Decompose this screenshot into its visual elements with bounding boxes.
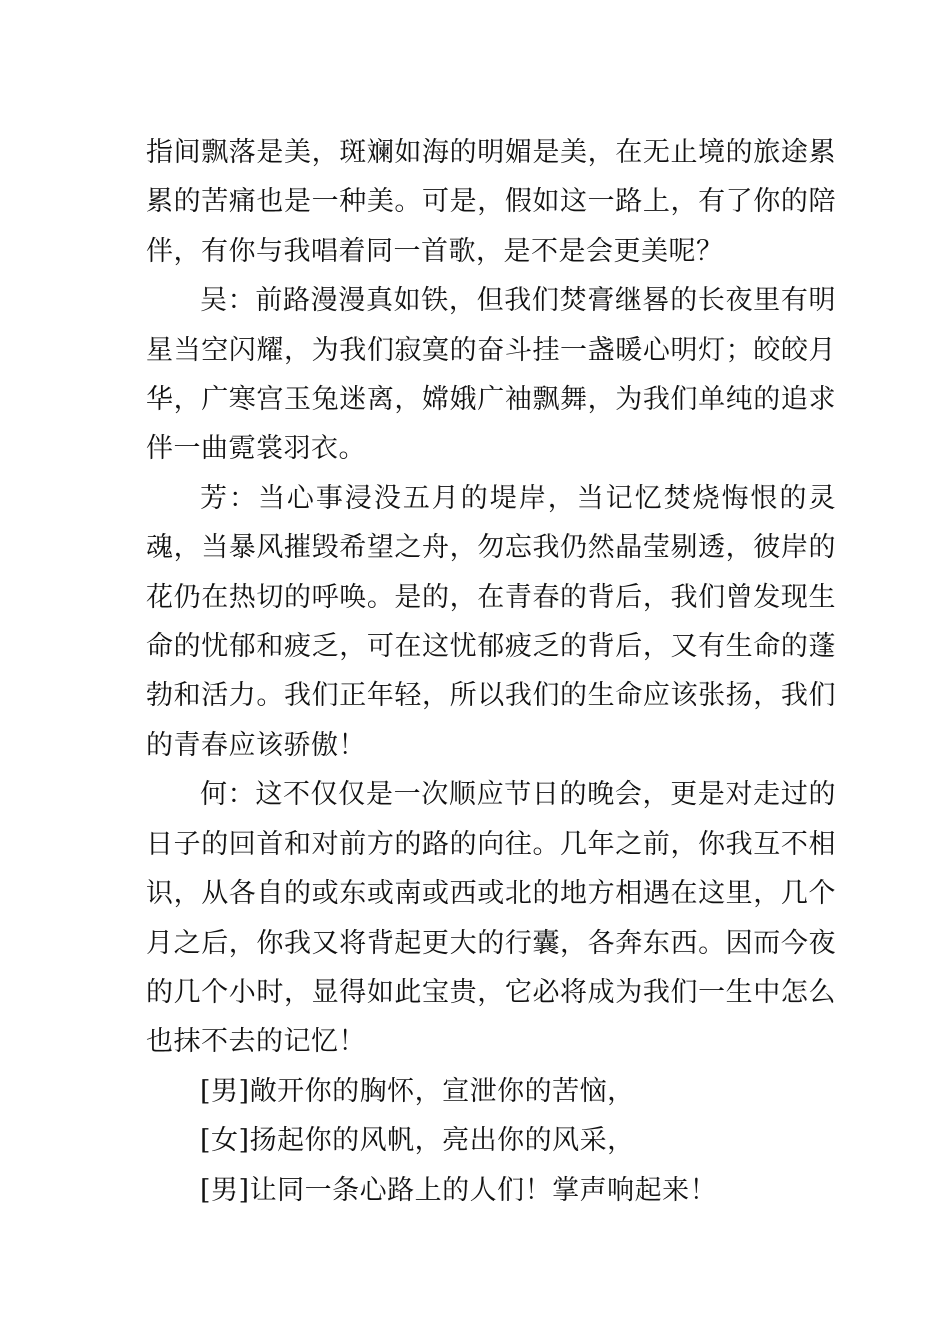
document-body [146,128,836,1215]
paragraph-wu: 吴：前路漫漫真如铁，但我们焚膏继晷的长夜里有明星当空闪耀，为我们寂寞的奋斗挂一盏暖心明灯；皎皎月华，广寒宫玉兔迷离，嫦娥广袖飘舞，为我们单纯的追求伴一曲霓裳羽衣。 [146,285,836,465]
paragraph-he: 何：这不仅仅是一次顺应节日的晚会，更是对走过的日子的回首和对前方的路的向往。几年之前，你我互不相识，从各自的或东或南或西或北的地方相遇在这里，几个月之后，你我又将背起更大的行囊，各奔东西。因而今夜的几个小时，显得如此宝贵，它必将成为我们一生中怎么也抹不去的记忆！ [146,779,836,1058]
paragraph-continuation: 指间飘落是美，斑斓如海的明媚是美，在无止境的旅途累累的苦痛也是一种美。可是，假如这一路上，有了你的陪伴，有你与我唱着同一首歌，是不是会更美呢？ [146,137,836,267]
line-male-2: [男]让同一条心路上的人们！掌声响起来！ [200,1174,718,1206]
paragraph-fang: 芳：当心事浸没五月的堤岸，当记忆焚烧悔恨的灵魂，当暴风摧毁希望之舟，勿忘我仍然晶莹剔透，彼岸的花仍在热切的呼唤。是的，在青春的背后，我们曾发现生命的忧郁和疲乏，可在这忧郁疲乏的背后，又有生命的蓬勃和活力。我们正年轻，所以我们的生命应该张扬，我们的青春应该骄傲！ [146,482,836,761]
line-male-1: [男]敞开你的胸怀，宣泄你的苦恼， [200,1075,635,1107]
line-female: [女]扬起你的风帆，亮出你的风采， [200,1125,635,1157]
